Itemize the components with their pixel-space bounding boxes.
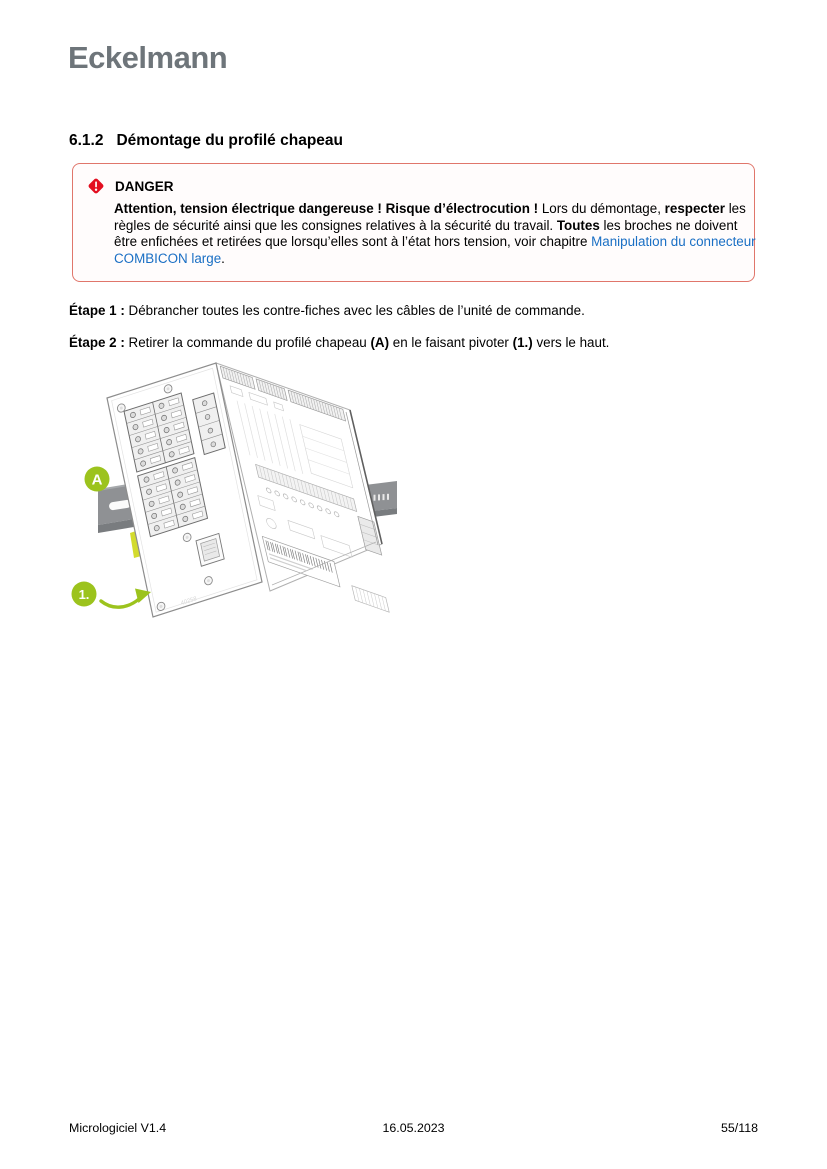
section-number: 6.1.2	[69, 132, 104, 149]
text-segment: (A)	[370, 335, 390, 350]
danger-text	[114, 201, 756, 267]
badge-a-label: A	[91, 471, 103, 489]
text-segment: Retirer la commande du profilé chapeau	[124, 335, 371, 350]
text-segment: .	[221, 250, 225, 266]
text-segment: Débrancher toutes les contre-fiches avec les câbles de l’unité de commande.	[124, 303, 585, 318]
eckelmann-logo: Eckelmann	[68, 40, 228, 75]
badge-1	[72, 582, 97, 607]
text-segment: Lors du démontage,	[538, 201, 665, 216]
text-segment: respecter	[664, 201, 725, 216]
chapter-link-combicon[interactable]: Manipulation du connecteur COMBICON large	[114, 234, 756, 266]
danger-header	[87, 177, 174, 195]
text-segment: en le faisant pivoter	[389, 335, 513, 350]
danger-label: DANGER	[115, 178, 174, 194]
step-1	[69, 303, 585, 319]
text-segment: Attention, tension électrique dangereuse ! Risque d’électrocution !	[114, 201, 539, 216]
warning-diamond-icon	[87, 177, 105, 195]
section-title: Démontage du profilé chapeau	[116, 132, 343, 149]
text-segment: Étape 2 :	[69, 335, 125, 350]
footer-version: Micrologiciel V1.4	[69, 1121, 167, 1135]
badge-1-label: 1.	[78, 586, 90, 602]
text-segment: les broches ne doivent être enfichées et retirées que lorsqu’elles sont à l’état hors tension, voir chapitre	[114, 217, 738, 250]
pivot-arrow-icon	[101, 589, 151, 608]
section-heading	[69, 132, 343, 150]
text-segment: les règles de sécurité ainsi que les consignes relatives à la sécurité du travail.	[114, 201, 746, 233]
text-segment: Toutes	[556, 217, 600, 233]
footer-page-number: 55/118	[721, 1121, 758, 1135]
step-2	[69, 335, 609, 351]
footer-date: 16.05.2023	[382, 1121, 445, 1135]
removal-diagram	[73, 358, 413, 628]
plate-text: 40258	[180, 596, 198, 608]
text-segment: (1.)	[512, 335, 533, 350]
danger-notice	[72, 163, 755, 282]
badge-a	[85, 467, 110, 492]
text-segment: Étape 1 :	[69, 303, 125, 318]
text-segment: vers le haut.	[532, 335, 610, 350]
